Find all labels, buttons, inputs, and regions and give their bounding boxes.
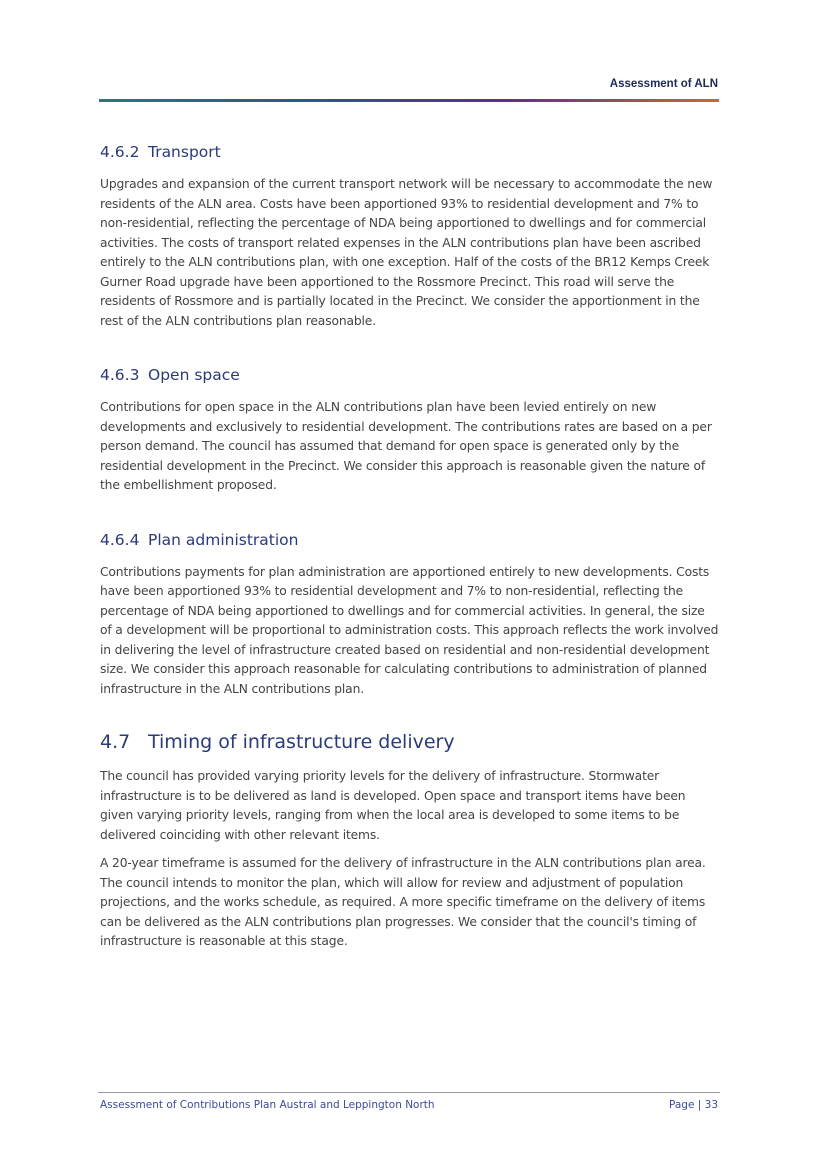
page-content [100, 142, 720, 986]
section-title: Open space [148, 366, 240, 384]
section-number: 4.6.4 [100, 530, 140, 549]
running-header: Assessment of ALN [609, 78, 718, 90]
footer-rule [98, 1092, 720, 1093]
page-number: Page | 33 [669, 1099, 718, 1111]
section-title: Transport [148, 143, 221, 161]
section-heading [100, 729, 720, 755]
paragraph: The council has provided varying priority levels for the delivery of infrastructure. Stormwater infrastructure is to be delivered as land is developed. Open space and transport items have been given varying priority levels, ranging from when the local area is developed to some items to be delivered coinciding with other relevant items. [100, 769, 686, 842]
paragraph: Contributions for open space in the ALN contributions plan have been levied entirely on new developments and exclusively to residential development. The contributions rates are based on a per person demand. The council has assumed that demand for open space is generated only by the residential development in the Precinct. We consider this approach is reasonable given the nature of the embellishment proposed. [100, 400, 712, 492]
header-gradient-rule [99, 99, 719, 102]
section-heading [100, 142, 720, 162]
footer-document-title: Assessment of Contributions Plan Austral and Leppington North [100, 1099, 435, 1111]
section-plan-administration [100, 530, 720, 700]
section-heading [100, 365, 720, 385]
paragraph: Contributions payments for plan administration are apportioned entirely to new developments. Costs have been apportioned 93% to residential development and 7% to non-residential, reflecting the percentage of NDA being apportioned to dwellings and for commercial activities. In general, the size of a development will be proportional to administration costs. This approach reflects the work involved in delivering the level of infrastructure created based on residential and non-residential development size. We consider this approach reasonable for calculating contributions to administration of planned infrastructure in the ALN contributions plan. [100, 564, 719, 696]
section-number: 4.6.3 [100, 366, 140, 384]
section-heading [100, 530, 720, 550]
section-title: Plan administration [148, 530, 299, 549]
section-transport [100, 142, 720, 331]
section-title: Timing of infrastructure delivery [148, 731, 455, 753]
paragraph: A 20-year timeframe is assumed for the delivery of infrastructure in the ALN contributions plan area. The council intends to monitor the plan, which will allow for review and adjustment of population projections, and the works schedule, as required. A more specific timeframe on the delivery of items can be delivered as the ALN contributions plan progresses. We consider that the council's timing of infrastructure is reasonable at this stage. [100, 856, 706, 948]
section-number: 4.6.2 [100, 143, 140, 161]
paragraph: Upgrades and expansion of the current transport network will be necessary to accommodate the new residents of the ALN area. Costs have been apportioned 93% to residential development and 7% to non-residential, reflecting the percentage of NDA being apportioned to dwellings and for commercial activities. The costs of transport related expenses in the ALN contributions plan have been ascribed entirely to the ALN contributions plan, with one exception. Half of the costs of the BR12 Kemps Creek Gurner Road upgrade have been apportioned to the Rossmore Precinct. This road will serve the residents of Rossmore and is partially located in the Precinct. We consider the apportionment in the rest of the ALN contributions plan reasonable. [100, 177, 713, 328]
section-open-space [100, 365, 720, 496]
section-timing [100, 729, 720, 952]
section-number: 4.7 [100, 731, 131, 753]
